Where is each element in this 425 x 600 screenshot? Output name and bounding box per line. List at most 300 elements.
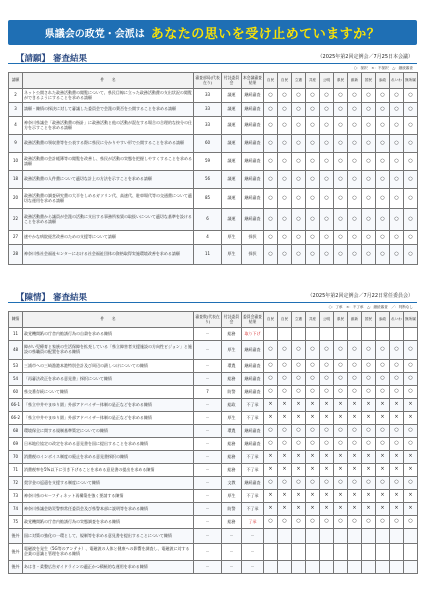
vote-mark: ○: [334, 171, 348, 189]
vote-mark: ○: [278, 386, 292, 399]
row-title: 消費税のインボイス制度の廃止を求める意見書採択の陳情: [23, 451, 194, 464]
col-party: 県民: [334, 73, 348, 89]
table-row: [9, 544, 418, 561]
vote-mark: ○: [348, 189, 362, 209]
row-title: 奨学金の返還を支援する制度について陳情: [23, 477, 194, 490]
row-result: 継続審査: [242, 425, 264, 438]
vote-mark: ○: [320, 438, 334, 451]
row-number: 2: [9, 89, 23, 103]
vote-mark: ×: [334, 490, 348, 503]
row-committee-count: －: [194, 438, 222, 451]
row-result: 継続審査: [242, 373, 264, 386]
vote-mark: [404, 529, 418, 544]
vote-mark: ○: [348, 89, 362, 103]
row-number: 69: [9, 438, 23, 451]
petitions-header-row: [9, 73, 418, 89]
row-committee-count: －: [194, 516, 222, 529]
vote-mark: ○: [390, 171, 404, 189]
table-row: [9, 529, 418, 544]
row-committee: 議運: [222, 189, 242, 209]
vote-mark: ○: [292, 117, 306, 135]
vote-mark: ○: [334, 117, 348, 135]
vote-mark: ○: [278, 117, 292, 135]
row-title: 電磁波を発生（5G等のアンテナ）、電磁波の人体と健康への影響を調査し、電磁波に対する企業の意識と管理を求める陳情: [23, 544, 194, 561]
vote-mark: [376, 544, 390, 561]
vote-mark: ○: [278, 231, 292, 245]
vote-mark: ×: [376, 490, 390, 503]
col-party: 共産: [306, 73, 320, 89]
vote-mark: ×: [306, 412, 320, 425]
vote-mark: ○: [404, 360, 418, 373]
vote-mark: ○: [404, 231, 418, 245]
banner-subtitle: 県議会の政党・会派は: [44, 29, 145, 40]
vote-mark: ○: [278, 89, 292, 103]
vote-mark: [292, 328, 306, 341]
vote-mark: ×: [390, 503, 404, 516]
col-party: 公明: [320, 73, 334, 89]
col-party: 無所属: [404, 312, 418, 328]
vote-mark: ○: [264, 231, 278, 245]
table-row: [9, 117, 418, 135]
vote-mark: ○: [292, 89, 306, 103]
petitions-table: [8, 72, 418, 265]
vote-mark: ○: [404, 103, 418, 117]
vote-mark: ○: [348, 231, 362, 245]
petitions-legend: ○：採択 ×：不採択 △：継続審査: [353, 66, 413, 70]
vote-mark: ×: [320, 412, 334, 425]
vote-mark: ○: [334, 516, 348, 529]
vote-mark: ○: [334, 153, 348, 171]
vote-mark: ×: [390, 399, 404, 412]
row-committee: －: [222, 529, 242, 544]
vote-mark: ○: [306, 373, 320, 386]
appeals-heading-text: 審査結果: [52, 293, 87, 303]
row-result: 取り下げ: [242, 328, 264, 341]
row-result: －: [242, 529, 264, 544]
vote-mark: ○: [390, 360, 404, 373]
row-committee-count: 33: [194, 89, 222, 103]
row-number: 68: [9, 425, 23, 438]
vote-mark: ×: [390, 412, 404, 425]
vote-mark: ×: [348, 412, 362, 425]
vote-mark: ○: [390, 386, 404, 399]
vote-mark: ○: [376, 360, 390, 373]
vote-mark: ×: [348, 503, 362, 516]
vote-mark: ○: [334, 386, 348, 399]
row-title: 「県立中井やまゆり園」外部アドバイザー体制の是正などを求める陳情: [23, 399, 194, 412]
appeals-tag: 【陳情】: [16, 293, 51, 303]
vote-mark: ○: [404, 117, 418, 135]
row-result: 不了承: [242, 451, 264, 464]
table-row: [9, 425, 418, 438]
row-committee: 厚生: [222, 341, 242, 360]
col-party: 共産: [306, 312, 320, 328]
row-committee-count: 11: [194, 245, 222, 265]
col-no: 陳情: [9, 312, 23, 328]
row-result: 継続審査: [242, 135, 264, 153]
vote-mark: ○: [306, 360, 320, 373]
vote-mark: ○: [390, 373, 404, 386]
vote-mark: ○: [264, 171, 278, 189]
appeals-legend: ○：了承 ×：不了承 △：継続審査 ／：判断なし: [328, 305, 413, 309]
row-title: 「県立中井やまゆり園」外部アドバイザー体制の是正などを求める陳情: [23, 412, 194, 425]
row-result: 継続審査: [242, 360, 264, 373]
vote-mark: ×: [334, 412, 348, 425]
row-title: 神奈川県のセーフティネット再構築を強く要請する陳情: [23, 490, 194, 503]
table-row: [9, 189, 418, 209]
row-committee-count: －: [194, 503, 222, 516]
vote-mark: ×: [348, 399, 362, 412]
vote-mark: ×: [362, 490, 376, 503]
row-committee-count: －: [194, 451, 222, 464]
vote-mark: ○: [306, 209, 320, 231]
vote-mark: ×: [264, 412, 278, 425]
vote-mark: ○: [390, 103, 404, 117]
table-row: [9, 438, 418, 451]
row-title: 障がい児療育と家族の生活保障を拡充している「県立障害者支援施設の方向性ビジョン」と施設の県職員の配置を求める陳情: [23, 341, 194, 360]
vote-mark: ○: [278, 209, 292, 231]
row-committee-count: 6: [194, 209, 222, 231]
vote-mark: ○: [292, 245, 306, 265]
row-title: 政務活動費から議員が会派の活動に支出する事務所家賃の取扱いについて適切な基準を設けることを求める請願: [23, 209, 194, 231]
vote-mark: ○: [404, 189, 418, 209]
vote-mark: [320, 561, 334, 574]
vote-mark: ○: [320, 209, 334, 231]
vote-mark: [320, 328, 334, 341]
vote-mark: ○: [404, 245, 418, 265]
row-committee-count: －: [194, 477, 222, 490]
vote-mark: ×: [362, 399, 376, 412]
appeals-session: （2025年第2回定例会／7月22日常任委員会）: [307, 293, 413, 299]
row-committee: 厚生: [222, 231, 242, 245]
appeals-table: [8, 311, 418, 574]
col-party: 自民: [264, 312, 278, 328]
row-number: 73: [9, 490, 23, 503]
row-committee: 総務: [222, 328, 242, 341]
vote-mark: [404, 561, 418, 574]
vote-mark: ○: [306, 103, 320, 117]
vote-mark: ○: [278, 153, 292, 171]
vote-mark: ×: [278, 503, 292, 516]
vote-mark: ○: [362, 209, 376, 231]
row-committee: 議運: [222, 171, 242, 189]
row-result: 不了承: [242, 490, 264, 503]
vote-mark: ○: [278, 171, 292, 189]
vote-mark: [348, 561, 362, 574]
vote-mark: [306, 544, 320, 561]
col-party: 国民: [362, 312, 376, 328]
vote-mark: [390, 544, 404, 561]
table-row: [9, 231, 418, 245]
col-no: 請願: [9, 73, 23, 89]
vote-mark: ○: [320, 477, 334, 490]
table-row: [9, 328, 418, 341]
vote-mark: ○: [362, 245, 376, 265]
petitions-heading-text: 審査結果: [52, 54, 87, 64]
vote-mark: ○: [376, 135, 390, 153]
vote-mark: ×: [264, 399, 278, 412]
vote-mark: ×: [348, 464, 362, 477]
vote-mark: ○: [390, 438, 404, 451]
vote-mark: [334, 561, 348, 574]
vote-mark: ×: [306, 464, 320, 477]
vote-mark: ○: [348, 103, 362, 117]
row-title: 国に対策の強化の一環として、規制等を求める意見書を提出することについて陳情: [23, 529, 194, 544]
vote-mark: ×: [264, 503, 278, 516]
row-result: 了承: [242, 516, 264, 529]
vote-mark: ○: [264, 341, 278, 360]
vote-mark: ○: [278, 516, 292, 529]
row-committee-count: 56: [194, 171, 222, 189]
vote-mark: ×: [320, 399, 334, 412]
col-title: 件 名: [23, 73, 194, 89]
vote-mark: ○: [376, 89, 390, 103]
vote-mark: ×: [362, 412, 376, 425]
vote-mark: ○: [264, 425, 278, 438]
vote-mark: ×: [334, 464, 348, 477]
table-row: [9, 561, 418, 574]
row-committee: －: [222, 561, 242, 574]
row-number: 54: [9, 373, 23, 386]
vote-mark: ○: [320, 171, 334, 189]
vote-mark: ○: [348, 386, 362, 399]
col-party: 参政: [376, 312, 390, 328]
row-committee-count: －: [194, 464, 222, 477]
vote-mark: ○: [264, 438, 278, 451]
vote-mark: ○: [334, 477, 348, 490]
row-committee: 防警: [222, 503, 242, 516]
vote-mark: ×: [404, 464, 418, 477]
row-title: 政務活動費の会計帳簿等の閲覧を改善し、県民が活動の実態を把握しやすくすることを求める請願: [23, 153, 194, 171]
vote-mark: [362, 328, 376, 341]
col-party: 自民: [264, 73, 278, 89]
row-committee-count: －: [194, 425, 222, 438]
vote-mark: ○: [390, 89, 404, 103]
row-committee-count: －: [194, 544, 222, 561]
vote-mark: ○: [292, 153, 306, 171]
vote-mark: [362, 561, 376, 574]
vote-mark: ×: [264, 490, 278, 503]
col-party: れいわ: [390, 312, 404, 328]
banner: [8, 20, 417, 45]
row-result: 継続審査: [242, 341, 264, 360]
vote-mark: ×: [390, 451, 404, 464]
vote-mark: ×: [292, 464, 306, 477]
vote-mark: ○: [362, 438, 376, 451]
table-row: [9, 516, 418, 529]
vote-mark: [278, 328, 292, 341]
vote-mark: ×: [376, 451, 390, 464]
table-row: [9, 209, 418, 231]
row-committee: 議運: [222, 89, 242, 103]
vote-mark: ○: [264, 386, 278, 399]
vote-mark: [404, 328, 418, 341]
vote-mark: ○: [292, 516, 306, 529]
vote-mark: ×: [292, 490, 306, 503]
vote-mark: ○: [334, 360, 348, 373]
row-result: 不了承: [242, 464, 264, 477]
vote-mark: ○: [320, 386, 334, 399]
table-row: [9, 171, 418, 189]
vote-mark: ○: [390, 209, 404, 231]
row-number: 72: [9, 477, 23, 490]
vote-mark: ○: [362, 89, 376, 103]
row-committee: 厚生: [222, 412, 242, 425]
vote-mark: ○: [376, 103, 390, 117]
vote-mark: ×: [278, 490, 292, 503]
row-title: 政務活動費の人件費について適切な計上の方法を示すことを求める請願: [23, 171, 194, 189]
vote-mark: ○: [404, 477, 418, 490]
row-number: 後外: [9, 544, 23, 561]
vote-mark: ○: [264, 117, 278, 135]
vote-mark: ○: [306, 245, 320, 265]
vote-mark: [320, 529, 334, 544]
vote-mark: ○: [376, 117, 390, 135]
vote-mark: ○: [404, 341, 418, 360]
row-committee: 厚生: [222, 490, 242, 503]
vote-mark: ○: [348, 117, 362, 135]
vote-mark: ○: [264, 135, 278, 153]
vote-mark: ○: [292, 341, 306, 360]
vote-mark: ○: [320, 360, 334, 373]
row-number: 20: [9, 189, 23, 209]
row-title: 政党機関紙の庁舎内勧誘行為の自粛を求める陳情: [23, 328, 194, 341]
vote-mark: ○: [348, 373, 362, 386]
row-title: 政務活動費の領収書等を公表する際に県民に分かりやすい形で公開することを求める請願: [23, 135, 194, 153]
vote-mark: ○: [292, 425, 306, 438]
vote-mark: ○: [320, 135, 334, 153]
vote-mark: ○: [376, 171, 390, 189]
vote-mark: ○: [362, 135, 376, 153]
row-number: 9: [9, 135, 23, 153]
vote-mark: ×: [292, 399, 306, 412]
vote-mark: ×: [390, 490, 404, 503]
vote-mark: ×: [320, 464, 334, 477]
vote-mark: ○: [376, 153, 390, 171]
vote-mark: [278, 561, 292, 574]
row-number: 27: [9, 231, 23, 245]
row-committee: 議運: [222, 103, 242, 117]
vote-mark: [334, 544, 348, 561]
vote-mark: ×: [348, 451, 362, 464]
vote-mark: [292, 529, 306, 544]
vote-mark: ○: [390, 425, 404, 438]
vote-mark: ○: [348, 171, 362, 189]
vote-mark: ×: [334, 399, 348, 412]
table-row: [9, 386, 418, 399]
vote-mark: ○: [404, 89, 418, 103]
row-number: 53: [9, 360, 23, 373]
vote-mark: ○: [334, 231, 348, 245]
vote-mark: ○: [292, 231, 306, 245]
vote-mark: ×: [264, 464, 278, 477]
vote-mark: ○: [264, 103, 278, 117]
table-row: [9, 503, 418, 516]
vote-mark: ○: [390, 135, 404, 153]
row-title: 「再審法改正を求める意見書」採択について陳情: [23, 373, 194, 386]
vote-mark: ○: [278, 189, 292, 209]
vote-mark: ○: [404, 425, 418, 438]
row-result: 継続審査: [242, 209, 264, 231]
vote-mark: ○: [306, 516, 320, 529]
vote-mark: [334, 328, 348, 341]
vote-mark: ○: [362, 153, 376, 171]
col-result: 委員会審査結果: [242, 312, 264, 328]
vote-mark: ○: [348, 153, 362, 171]
vote-mark: ○: [264, 360, 278, 373]
vote-mark: [376, 529, 390, 544]
vote-mark: ○: [264, 477, 278, 490]
vote-mark: ○: [348, 245, 362, 265]
vote-mark: ○: [404, 516, 418, 529]
vote-mark: ○: [264, 153, 278, 171]
vote-mark: ×: [404, 399, 418, 412]
vote-mark: ○: [362, 231, 376, 245]
row-number: 60: [9, 386, 23, 399]
vote-mark: ×: [292, 503, 306, 516]
vote-mark: ○: [264, 89, 278, 103]
appeals-heading: [8, 291, 417, 303]
row-result: 継続審査: [242, 89, 264, 103]
row-result: 継続審査: [242, 153, 264, 171]
row-title: 政務活動費の調査研究費の大半をしめるガソリン代、高速代、駐車場代等の交通費について適切な運用を求める請願: [23, 189, 194, 209]
vote-mark: ○: [348, 209, 362, 231]
vote-mark: ○: [292, 171, 306, 189]
vote-mark: [264, 328, 278, 341]
vote-mark: ×: [292, 451, 306, 464]
vote-mark: ○: [334, 189, 348, 209]
vote-mark: [348, 328, 362, 341]
vote-mark: [320, 544, 334, 561]
row-result: 不了承: [242, 503, 264, 516]
row-committee-count: 59: [194, 153, 222, 171]
table-row: [9, 399, 418, 412]
vote-mark: ○: [362, 373, 376, 386]
row-title: 県交番存続について陳情: [23, 386, 194, 399]
vote-mark: [278, 544, 292, 561]
vote-mark: ×: [334, 451, 348, 464]
vote-mark: ○: [404, 373, 418, 386]
vote-mark: ×: [404, 490, 418, 503]
vote-mark: ○: [278, 103, 292, 117]
table-row: [9, 103, 418, 117]
vote-mark: ○: [306, 477, 320, 490]
vote-mark: ○: [278, 360, 292, 373]
vote-mark: ○: [320, 245, 334, 265]
vote-mark: ○: [278, 438, 292, 451]
petitions-rule: [8, 63, 417, 64]
table-row: [9, 89, 418, 103]
appeals-header-row: [9, 312, 418, 328]
vote-mark: ○: [264, 189, 278, 209]
row-committee-count: 33: [194, 117, 222, 135]
row-committee-count: 85: [194, 189, 222, 209]
row-number: 11: [9, 328, 23, 341]
row-title: 三浦市への三崎漁港本港特別会計及び周辺の鎖しつけについての陳情: [23, 360, 194, 373]
row-result: 継続審査: [242, 189, 264, 209]
col-party: 維新: [348, 73, 362, 89]
row-title: 神奈川県議会「政務活動費の指針」に政務活動と他の活動が混在する場合の合理的な按分の仕方を示すことを求める請願: [23, 117, 194, 135]
vote-mark: ○: [306, 425, 320, 438]
row-title: 環境保全に関する規制基準策定についての陳情: [23, 425, 194, 438]
table-row: [9, 153, 418, 171]
vote-mark: ×: [264, 451, 278, 464]
vote-mark: [390, 529, 404, 544]
vote-mark: ○: [306, 117, 320, 135]
row-title: 政党機関紙の庁舎内勧誘行為の実態調査を求める陳情: [23, 516, 194, 529]
row-title: 神奈川県社会福祉センターにおける社会福祉団体の資格取得実施環境改善を求める請願: [23, 245, 194, 265]
vote-mark: ×: [278, 464, 292, 477]
